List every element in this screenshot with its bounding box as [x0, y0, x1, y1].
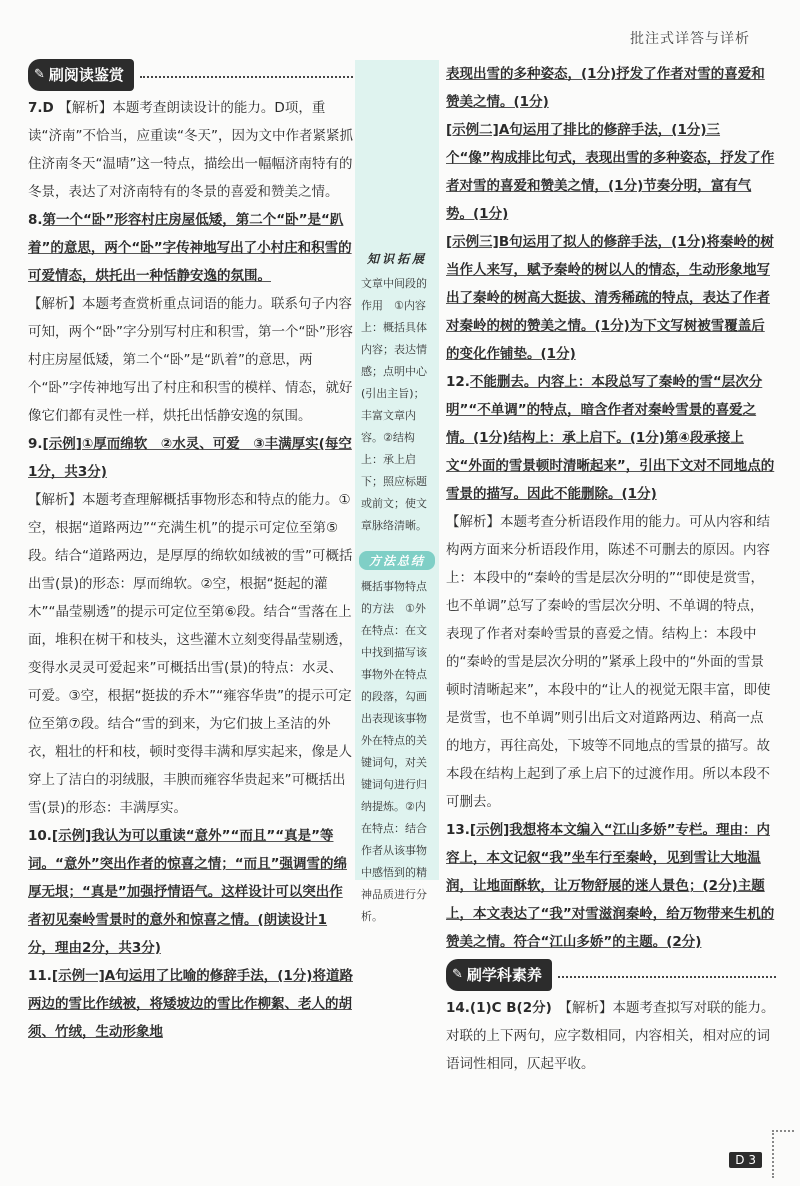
answer-item — [28, 206, 353, 290]
section-badge — [28, 59, 134, 91]
sidebar-text-method: 概括事物特点的方法 ①外在特点：在文中找到描写该事物外在特点的段落，勾画出表现该事物外在特点的关键词句，对关键词句进行归纳提炼。②内在特点：结合作者从该事物中感悟到的精神品质进行分析。 — [361, 580, 427, 923]
page-number: D 3 — [729, 1152, 762, 1168]
section-title: 刷学科素养 — [466, 966, 542, 984]
answer-text: [示例三]B句运用了拟人的修辞手法，(1分)将秦岭的树当作人来写，赋予秦岭的树以人的情态，生动形象地写出了秦岭的树高大挺拔、清秀稀疏的特点，表达了作者对秦岭的树的赞美之情。(1分)为下文写树被雪覆盖后的变化作铺垫。(1分) — [446, 234, 774, 362]
dotted-rule — [140, 76, 353, 78]
answer-item — [446, 228, 776, 368]
right-column — [446, 60, 776, 1078]
answer-text: 【解析】本题考查拟写对联的能力。对联的上下两句，应字数相同，内容相关，相对应的词语词性相同，仄起平收。 — [446, 1000, 775, 1072]
answer-text: (1)C B(2分) — [469, 1000, 566, 1016]
answer-item — [446, 816, 776, 956]
sidebar-notes — [355, 60, 439, 923]
question-number: 14. — [446, 1000, 470, 1016]
answer-item — [446, 116, 776, 228]
section-header-read — [28, 60, 353, 90]
answer-text: 【解析】本题考查朗读设计的能力。D项，重读“济南”不恰当，应重读“冬天”，因为文中作者紧紧抓住济南冬天“温晴”这一特点，描绘出一幅幅济南特有的冬景，表达了对济南特有的冬景的喜爱和赞美之情。 — [28, 100, 353, 200]
corner-mark — [772, 1130, 794, 1178]
answer-text: [示例]我认为可以重读“意外”“而且”“真是”等词。“意外”突出作者的惊喜之情；“而且”强调雪的绵厚无垠；“真是”加强抒情语气。这样设计可以突出作者初见秦岭雪景时的意外和惊喜之情。(朗读设计1分，理由2分，共3分) — [28, 828, 347, 956]
answer-text: [示例]①厚而绵软 ②水灵、可爱 ③丰满厚实(每空1分，共3分) — [28, 436, 352, 480]
answer-item — [446, 994, 776, 1078]
answer-text: [示例二]A句运用了排比的修辞手法，(1分)三个“像”构成排比句式，表现出雪的多种姿态，抒发了作者对雪的喜爱和赞美之情，(1分)节奏分明，富有气势。(1分) — [446, 122, 775, 222]
sidebar-title-method: 方法总结 — [359, 551, 435, 570]
answer-text: [示例]我想将本文编入“江山多娇”专栏。理由：内容上，本文记叙“我”坐车行至秦岭，见到雪让大地温润，让地面酥软，让万物舒展的迷人景色；(2分)主题上，本文表达了“我”对雪滋润秦岭，给万物带来生机的赞美之情。符合“江山多娇”的主题。(2分) — [446, 822, 775, 950]
answer-text: D — [42, 100, 59, 116]
question-number: 12. — [446, 374, 470, 390]
question-number: 13. — [446, 822, 470, 838]
section-badge — [446, 959, 552, 991]
book-icon: ✎ — [34, 67, 45, 82]
question-number: 10. — [28, 828, 52, 844]
analysis-paragraph: 【解析】本题考查分析语段作用的能力。可从内容和结构两方面来分析语段作用，陈述不可删去的原因。内容上：本段中的“秦岭的雪是层次分明的”“即使是赏雪，也不单调”总写了秦岭的雪层次分明、不单调的特点，表现了作者对秦岭雪景的喜爱之情。结构上：本段中的“秦岭的雪是层次分明的”紧承上段中的“外面的雪景顿时清晰起来”，本段中的“让人的视觉无限丰富，即使是赏雪，也不单调”则引出后文对道路两边、稍高一点的地方，再往高处，下坡等不同地点的雪景的描写。故本段在结构上起到了承上启下的过渡作用。所以本段不可删去。 — [446, 514, 771, 810]
right2-body — [446, 994, 776, 1078]
answer-item — [446, 368, 776, 508]
dotted-rule — [558, 976, 776, 978]
left-column — [28, 60, 353, 1046]
answer-item — [28, 430, 353, 486]
left-body — [28, 94, 353, 1046]
section-title: 刷阅读鉴赏 — [48, 66, 124, 84]
analysis-paragraph: 【解析】本题考查理解概括事物形态和特点的能力。①空，根据“道路两边”“充满生机”的提示可定位至第⑤段。结合“道路两边，是厚厚的绵软如绒被的雪”可概括出雪(景)的形态：厚而绵软。②空，根据“挺起的灌木”“晶莹剔透”的提示可定位至第⑥段。结合“雪落在上面，堆积在树干和枝头，这些灌木立刻变得晶莹剔透，变得水灵灵可爱起来”可概括出雪(景)的特点：水灵、可爱。③空，根据“挺拔的乔木”“雍容华贵”的提示可定位至第⑦段。结合“雪的到来，为它们披上圣洁的外衣，粗壮的杆和枝，顿时变得丰满和厚实起来，像是人穿上了洁白的羽绒服，丰腴而雍容华贵起来”可概括出雪(景)的形态：丰满厚实。 — [28, 492, 353, 816]
question-number: 9. — [28, 436, 43, 452]
answer-text: 表现出雪的多种姿态，(1分)抒发了作者对雪的喜爱和赞美之情。(1分) — [446, 66, 765, 110]
question-number: 8. — [28, 212, 43, 228]
answer-item — [28, 822, 353, 962]
right-body — [446, 60, 776, 956]
book-icon: ✎ — [452, 967, 463, 982]
section-header-literacy — [446, 960, 776, 990]
answer-text: [示例一]A句运用了比喻的修辞手法，(1分)将道路两边的雪比作绒被，将矮坡边的雪比作柳絮、老人的胡须、竹绒，生动形象地 — [28, 968, 353, 1040]
answer-text: 不能删去。内容上：本段总写了秦岭的雪“层次分明”“不单调”的特点，暗含作者对秦岭雪景的喜爱之情。(1分)结构上：承上启下。(1分)第④段承接上文“外面的雪景顿时清晰起来”，引出下文对不同地点的雪景的描写。因此不能删除。(1分) — [446, 374, 775, 502]
page-header: 批注式详答与详析 — [630, 31, 750, 47]
sidebar-text-knowledge: 文章中间段的作用 ①内容上：概括具体内容；表达情感；点明中心(引出主旨)；丰富文章内容。②结构上：承上启下；照应标题或前文；使文章脉络清晰。 — [361, 277, 427, 532]
analysis-paragraph: 【解析】本题考查赏析重点词语的能力。联系句子内容可知，两个“卧”字分别写村庄和积雪，第一个“卧”形容村庄房屋低矮，第二个“卧”是“趴着”的意思，两个“卧”字传神地写出了村庄和积雪的模样、情态，就好像它们都有灵性一样，烘托出恬静安逸的氛围。 — [28, 296, 353, 424]
answer-item — [446, 60, 776, 116]
answer-text: 第一个“卧”形容村庄房屋低矮，第二个“卧”是“趴着”的意思，两个“卧”字传神地写出了小村庄和积雪的可爱情态，烘托出一种恬静安逸的氛围。 — [28, 212, 352, 284]
question-number: 7. — [28, 100, 43, 116]
answer-item — [28, 94, 353, 206]
question-number: 11. — [28, 968, 52, 984]
answer-item — [28, 962, 353, 1046]
sidebar-title-knowledge: 知识拓展 — [366, 252, 427, 266]
